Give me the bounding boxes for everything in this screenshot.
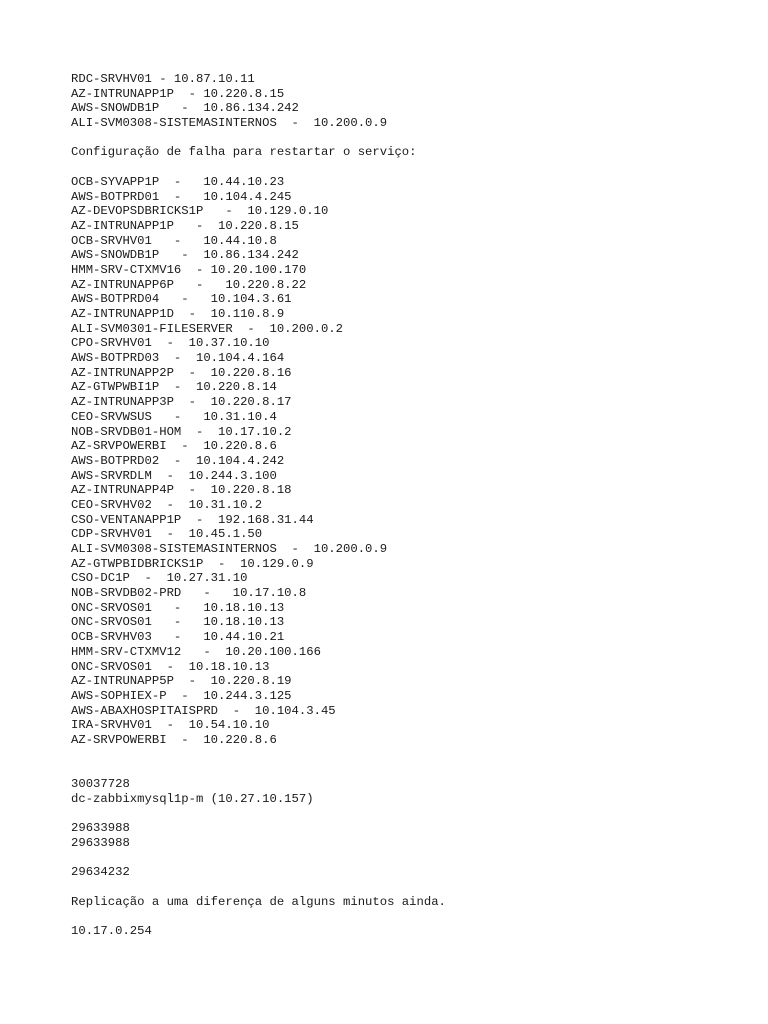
server-line: AZ-SRVPOWERBI - 10.220.8.6: [71, 439, 277, 454]
server-line: HMM-SRV-CTXMV16 - 10.20.100.170: [71, 262, 307, 277]
server-line: AWS-SNOWDB1P - 10.86.134.242: [71, 248, 299, 263]
server-line: NOB-SRVDB01-HOM - 10.17.10.2: [71, 424, 292, 439]
intro-block: [71, 72, 751, 131]
server-line: AZ-DEVOPSDBRICKS1P - 10.129.0.10: [71, 204, 329, 219]
server-line: AZ-GTWPWBI1P - 10.220.8.14: [71, 380, 277, 395]
server-line: AWS-BOTPRD03 - 10.104.4.164: [71, 351, 285, 366]
server-line: CEO-SRVHV02 - 10.31.10.2: [71, 497, 263, 512]
ticket-number: 30037728: [71, 777, 130, 792]
blank-line: [71, 850, 751, 865]
server-line: ALI-SVM0308-SISTEMASINTERNOS - 10.200.0.9: [71, 542, 388, 556]
intro-line: RDC-SRVHV01 - 10.87.10.11: [71, 72, 255, 86]
section-heading: Configuração de falha para restartar o serviço:: [71, 145, 417, 160]
server-line: AZ-INTRUNAPP4P - 10.220.8.18: [71, 483, 292, 498]
server-line: AZ-INTRUNAPP1P - 10.220.8.15: [71, 218, 299, 233]
server-line: ONC-SRVOS01 - 10.18.10.13: [71, 659, 270, 674]
server-line: IRA-SRVHV01 - 10.54.10.10: [71, 718, 270, 733]
ticket-number: 29633988: [71, 821, 130, 836]
server-line: AWS-SRVRDLM - 10.244.3.100: [71, 468, 277, 483]
intro-line: AZ-INTRUNAPP1P - 10.220.8.15: [71, 86, 285, 101]
blank-line: [71, 880, 751, 895]
server-line: ONC-SRVOS01 - 10.18.10.13: [71, 615, 285, 630]
server-line: CDP-SRVHV01 - 10.45.1.50: [71, 527, 263, 542]
blank-line: [71, 131, 751, 146]
server-line: AZ-INTRUNAPP6P - 10.220.8.22: [71, 277, 307, 292]
notes-block: [71, 777, 751, 939]
server-line: AZ-INTRUNAPP3P - 10.220.8.17: [71, 395, 292, 410]
intro-line: ALI-SVM0308-SISTEMASINTERNOS - 10.200.0.9: [71, 116, 388, 131]
server-line: ALI-SVM0301-FILESERVER - 10.200.0.2: [71, 321, 343, 336]
blank-line: [71, 909, 751, 924]
intro-line: AWS-SNOWDB1P - 10.86.134.242: [71, 101, 299, 116]
server-line: AZ-INTRUNAPP2P - 10.220.8.16: [71, 365, 292, 380]
ticket-number: 29634232: [71, 865, 130, 880]
server-line: AWS-SOPHIEX-P - 10.244.3.125: [71, 688, 292, 703]
server-line: AZ-GTWPBIDBRICKS1P - 10.129.0.9: [71, 556, 314, 571]
server-line: CPO-SRVHV01 - 10.37.10.10: [71, 336, 270, 351]
server-line: CSO-DC1P - 10.27.31.10: [71, 571, 248, 586]
blank-lines: [71, 748, 751, 777]
blank-line: [71, 160, 751, 175]
replication-note: Replicação a uma diferença de alguns minutos ainda.: [71, 894, 446, 909]
server-line: NOB-SRVDB02-PRD - 10.17.10.8: [71, 586, 307, 601]
server-line: OCB-SRVHV01 - 10.44.10.8: [71, 233, 277, 248]
server-list: [71, 175, 751, 748]
server-line: AZ-SRVPOWERBI - 10.220.8.6: [71, 732, 277, 747]
ticket-number: 29633988: [71, 835, 130, 850]
blank-line: [71, 806, 751, 821]
server-line: OCB-SYVAPP1P - 10.44.10.23: [71, 174, 285, 189]
server-line: OCB-SRVHV03 - 10.44.10.21: [71, 630, 285, 645]
ticket-host: dc-zabbixmysql1p-m (10.27.10.157): [71, 791, 314, 806]
server-line: AWS-ABAXHOSPITAISPRD - 10.104.3.45: [71, 703, 336, 718]
server-line: ONC-SRVOS01 - 10.18.10.13: [71, 600, 285, 615]
server-line: CEO-SRVWSUS - 10.31.10.4: [71, 409, 277, 424]
server-line: HMM-SRV-CTXMV12 - 10.20.100.166: [71, 644, 321, 659]
final-ip: 10.17.0.254: [71, 923, 152, 938]
server-line: AWS-BOTPRD04 - 10.104.3.61: [71, 292, 292, 307]
server-line: AZ-INTRUNAPP5P - 10.220.8.19: [71, 674, 292, 689]
server-line: AWS-BOTPRD01 - 10.104.4.245: [71, 189, 292, 204]
server-line: CSO-VENTANAPP1P - 192.168.31.44: [71, 512, 314, 527]
document-page: [71, 72, 751, 939]
server-line: AZ-INTRUNAPP1D - 10.110.8.9: [71, 307, 285, 321]
server-line: AWS-BOTPRD02 - 10.104.4.242: [71, 453, 285, 468]
